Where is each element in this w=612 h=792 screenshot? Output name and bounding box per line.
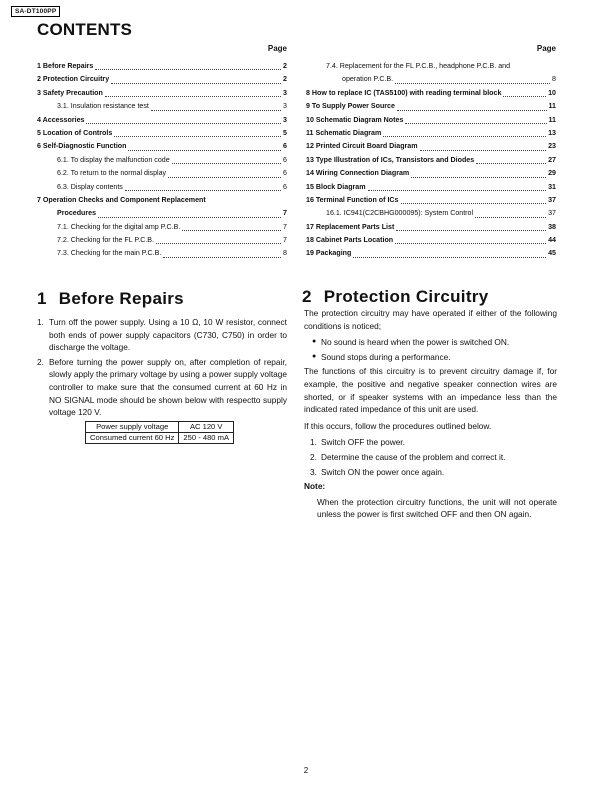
toc-dot-leader <box>368 190 547 191</box>
toc-dot-leader <box>476 163 546 164</box>
list-item <box>304 336 557 349</box>
toc-entry-label: 3.1. Insulation resistance test <box>57 102 149 111</box>
section-title-protection <box>302 287 488 307</box>
toc-entry[interactable] <box>306 60 556 73</box>
toc-entry-page: 7 <box>283 236 287 245</box>
toc-entry-label: 6 Self-Diagnostic Function <box>37 142 127 151</box>
protection-follow-text: If this occurs, follow the procedures outlined below. <box>304 420 492 431</box>
toc-entry-label: 19 Packaging <box>306 249 352 258</box>
toc-dot-leader <box>172 163 281 164</box>
item-number: 2. <box>37 356 44 367</box>
section-number: 1 <box>37 289 47 308</box>
toc-entry-page: 3 <box>283 102 287 111</box>
toc-entry-page: 3 <box>283 88 287 97</box>
toc-entry-label: 7.3. Checking for the main P.C.B. <box>57 249 162 258</box>
toc-entry[interactable] <box>37 73 287 86</box>
toc-entry-label: 6.2. To return to the normal display <box>57 169 167 178</box>
toc-dot-leader <box>105 96 281 97</box>
toc-entry[interactable] <box>306 207 556 220</box>
table-cell: Power supply voltage <box>86 421 179 432</box>
toc-dot-leader <box>397 110 547 111</box>
toc-entry-page: 37 <box>548 195 556 204</box>
toc-entry-page: 6 <box>283 155 287 164</box>
toc-entry-label: 3 Safety Precaution <box>37 88 103 97</box>
item-text: Before turning the power supply on, after completion of repair, slowly apply the primary voltage by using a power supply voltage controller to make sure that the consumed current at 60 Hz in NO SIGNAL mode should be shown below with respectto supply voltage 120 V. <box>49 356 287 418</box>
toc-entry[interactable] <box>306 247 556 260</box>
toc-entry-label: 1 Before Repairs <box>37 61 94 70</box>
toc-entry-label: 9 To Supply Power Source <box>306 102 395 111</box>
toc-entry-page: 27 <box>548 155 556 164</box>
toc-entry-page: 29 <box>548 169 556 178</box>
toc-entry[interactable] <box>37 181 287 194</box>
toc-entry-label: 4 Accessories <box>37 115 85 124</box>
toc-dot-leader <box>114 136 281 137</box>
toc-entry[interactable] <box>306 127 556 140</box>
toc-entry-label: Procedures <box>57 209 97 218</box>
item-text: Turn off the power supply. Using a 10 Ω, 10 W resistor, connect both ends of power supply capacitors (C730, C750) in order to discharge the voltage. <box>49 317 287 353</box>
toc-entry-page: 11 <box>548 115 556 124</box>
toc-entry[interactable] <box>306 221 556 234</box>
toc-entry-label: 14 Wiring Connection Diagram <box>306 169 410 178</box>
toc-entry[interactable] <box>306 234 556 247</box>
toc-entry[interactable] <box>306 87 556 100</box>
toc-dot-leader <box>111 83 281 84</box>
bullet-icon: ● <box>312 352 317 360</box>
toc-entry-page: 8 <box>283 249 287 258</box>
step-text: Determine the cause of the problem and correct it. <box>321 451 506 462</box>
list-item <box>304 466 557 479</box>
section-title-text: Before Repairs <box>58 289 184 308</box>
list-item <box>304 451 557 464</box>
page-number: 2 <box>303 766 309 775</box>
toc-dot-leader <box>151 110 281 111</box>
toc-dot-leader <box>95 69 281 70</box>
section-number: 2 <box>302 287 312 306</box>
toc-entry-page: 31 <box>548 182 556 191</box>
toc-entry-page: 7 <box>283 222 287 231</box>
toc-entry[interactable] <box>37 221 287 234</box>
toc-entry[interactable] <box>37 60 287 73</box>
toc-entry-label: 2 Protection Circuitry <box>37 75 110 84</box>
toc-entry-label: 5 Location of Controls <box>37 128 113 137</box>
toc-dot-leader <box>395 83 550 84</box>
toc-dot-leader <box>475 217 546 218</box>
toc-entry[interactable] <box>37 207 287 220</box>
toc-entry[interactable] <box>306 194 556 207</box>
toc-entry[interactable] <box>37 87 287 100</box>
toc-dot-leader <box>396 230 546 231</box>
toc-entry-page: 2 <box>283 75 287 84</box>
protection-intro: The protection circuitry may have operated if either of the following conditions is noticed; <box>304 308 557 331</box>
table-cell: AC 120 V <box>179 421 234 432</box>
toc-entry[interactable] <box>37 154 287 167</box>
toc-entry-label: 13 Type Illustration of ICs, Transistors and Diodes <box>306 155 475 164</box>
toc-entry[interactable] <box>37 234 287 247</box>
toc-entry-page: 37 <box>548 209 556 218</box>
toc-dot-leader <box>98 217 281 218</box>
table-cell: Consumed current 60 Hz <box>86 432 179 443</box>
step-text: Switch ON the power once again. <box>321 466 445 477</box>
power-spec-table <box>85 421 234 444</box>
toc-entry[interactable] <box>37 167 287 180</box>
toc-right-list <box>306 60 556 261</box>
bullet-icon: ● <box>312 338 317 346</box>
toc-dot-leader <box>420 150 547 151</box>
toc-entry-label: 16 Terminal Function of ICs <box>306 195 399 204</box>
toc-page-header: Page <box>536 44 556 53</box>
contents-title: CONTENTS <box>37 20 133 39</box>
toc-entry-page: 13 <box>548 128 556 137</box>
toc-dot-leader <box>401 203 547 204</box>
toc-dot-leader <box>411 177 546 178</box>
toc-entry-label: 18 Cabinet Parts Location <box>306 236 394 245</box>
bullet-text: Sound stops during a performance. <box>321 351 451 362</box>
toc-entry[interactable] <box>306 100 556 113</box>
toc-entry-page: 5 <box>283 128 287 137</box>
toc-entry[interactable] <box>306 167 556 180</box>
toc-entry-label: 7.2. Checking for the FL P.C.B. <box>57 236 154 245</box>
toc-entry-label: 16.1. IC941(C2CBHG000095): System Control <box>326 209 474 218</box>
toc-left-list <box>37 60 287 261</box>
toc-entry-label: 7 Operation Checks and Component Replacement <box>37 195 206 204</box>
step-number: 3. <box>310 466 317 477</box>
toc-dot-leader <box>353 257 546 258</box>
toc-dot-leader <box>383 136 546 137</box>
list-item <box>37 316 287 354</box>
toc-entry[interactable] <box>306 154 556 167</box>
step-number: 2. <box>310 451 317 462</box>
toc-entry-page: 6 <box>283 169 287 178</box>
model-tag: SA-DT100PP <box>11 6 60 17</box>
toc-entry-label: 6.1. To display the malfunction code <box>57 155 170 164</box>
toc-right-column <box>306 44 556 261</box>
protection-body <box>304 307 557 521</box>
note-label: Note: <box>304 481 326 492</box>
toc-entry[interactable] <box>37 247 287 260</box>
toc-entry[interactable] <box>37 114 287 127</box>
toc-entry-page: 2 <box>283 61 287 70</box>
toc-entry[interactable] <box>306 140 556 153</box>
toc-dot-leader <box>182 230 281 231</box>
toc-entry-label: 7.4. Replacement for the FL P.C.B., headphone P.C.B. and <box>326 61 511 70</box>
bullet-text: No sound is heard when the power is switched ON. <box>321 337 510 348</box>
toc-entry[interactable] <box>37 194 287 207</box>
toc-dot-leader <box>156 243 281 244</box>
toc-dot-leader <box>168 177 281 178</box>
toc-entry-page: 6 <box>283 182 287 191</box>
toc-entry-page: 10 <box>548 88 556 97</box>
toc-entry-page: 8 <box>552 75 556 84</box>
toc-entry-page: 6 <box>283 142 287 151</box>
protection-function-text: The functions of this circuitry is to prevent circuitry damage if, for example, the positive and negative speaker connection wires are shorted, or if speaker systems with an impedance less than the indicated rated impedance of this unit are used. <box>304 366 557 415</box>
step-text: Switch OFF the power. <box>321 437 405 448</box>
toc-entry-label: 11 Schematic Diagram <box>306 128 382 137</box>
section-title-text: Protection Circuitry <box>323 287 489 306</box>
table-cell: 250 - 480 mA <box>179 432 234 443</box>
toc-entry-label: 7.1. Checking for the digital amp P.C.B. <box>57 222 181 231</box>
toc-entry-page: 3 <box>283 115 287 124</box>
toc-page-header: Page <box>267 44 287 53</box>
table-row <box>86 421 234 432</box>
step-number: 1. <box>310 437 317 448</box>
toc-entry[interactable] <box>37 127 287 140</box>
list-item <box>304 436 557 449</box>
toc-entry-label: 10 Schematic Diagram Notes <box>306 115 404 124</box>
table-row <box>86 432 234 443</box>
toc-entry-label: 17 Replacement Parts List <box>306 222 395 231</box>
toc-entry[interactable] <box>306 114 556 127</box>
toc-dot-leader <box>503 96 546 97</box>
toc-entry[interactable] <box>37 100 287 113</box>
toc-dot-leader <box>128 150 281 151</box>
note-text: When the protection circuitry functions, the unit will not operate unless the power is first switched OFF and then ON again. <box>317 496 557 520</box>
toc-dot-leader <box>405 123 546 124</box>
section-title-before-repairs <box>37 289 184 309</box>
toc-entry-label: 8 How to replace IC (TAS5100) with reading terminal block <box>306 88 502 97</box>
toc-dot-leader <box>86 123 281 124</box>
toc-entry-label: 12 Printed Circuit Board Diagram <box>306 142 418 151</box>
toc-entry[interactable] <box>306 181 556 194</box>
toc-dot-leader <box>395 243 546 244</box>
item-number: 1. <box>37 317 44 327</box>
list-item <box>304 351 557 364</box>
toc-entry-page: 7 <box>283 209 287 218</box>
list-item <box>37 356 287 419</box>
toc-entry-page: 44 <box>548 236 556 245</box>
toc-entry-page: 23 <box>548 142 556 151</box>
before-repairs-body <box>37 316 287 444</box>
toc-entry[interactable] <box>306 73 556 86</box>
toc-entry-page: 11 <box>548 102 556 111</box>
toc-entry-label: 15 Block Diagram <box>306 182 366 191</box>
toc-entry-page: 45 <box>548 249 556 258</box>
toc-dot-leader <box>163 257 281 258</box>
toc-entry-label: 6.3. Display contents <box>57 182 123 191</box>
toc-entry-page: 38 <box>548 222 556 231</box>
toc-entry-label: operation P.C.B. <box>342 75 394 84</box>
toc-left-column <box>37 44 287 261</box>
toc-entry[interactable] <box>37 140 287 153</box>
toc-dot-leader <box>125 190 281 191</box>
